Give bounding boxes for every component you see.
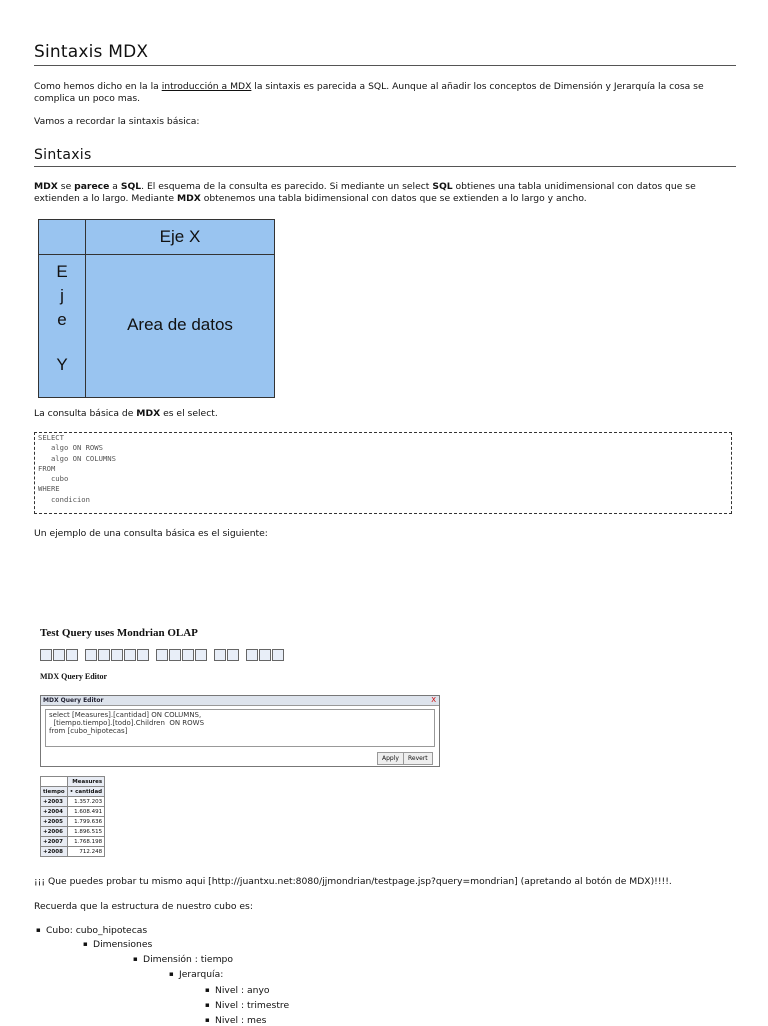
y-axis-letter: j [60,286,64,305]
y-axis-letter: E [56,262,68,281]
tree-item-level: ▪ Nivel : mes [215,1015,266,1026]
bold-mdx: MDX [136,408,161,419]
query-screenshot [40,620,450,865]
section-title: Sintaxis [34,147,736,167]
basic-query-text-end: es el select. [160,408,218,419]
mdx-query-editor [40,695,440,767]
year-cell[interactable]: +2003 [41,797,68,807]
bold-mdx: MDX [176,192,201,204]
table-row [41,817,105,827]
bold-sql: SQL [120,181,142,192]
para-text: a [109,181,121,192]
data-area-label: Area de datos [127,315,233,334]
year-cell[interactable]: +2007 [41,837,68,847]
x-axis-label: Eje X [159,227,201,246]
year-cell[interactable]: +2005 [41,817,68,827]
measures-header: Measures [67,777,104,787]
value-cell: 712.248 [67,847,104,857]
toolbar-icon[interactable] [40,649,52,661]
value-cell: 1.357.203 [67,797,104,807]
result-table [40,776,105,857]
toolbar-icon[interactable] [182,649,194,661]
tree-item-dimensions: ▪ Dimensiones [93,939,152,950]
value-cell: 1.608.491 [67,807,104,817]
column-header: • cantidad [67,787,104,797]
table-row [41,777,105,787]
query-textarea[interactable]: select [Measures].[cantidad] ON COLUMNS, [tiempo.tiempo].[todo].Children ON ROWS from [cubo_hipotecas] [45,709,435,747]
code-block: SELECT algo ON ROWS algo ON COLUMNS FROM cubo WHERE condicion [34,432,732,514]
editor-heading: MDX Query Editor [40,672,108,681]
para-text: . El esquema de la consulta es parecido. Si mediante un select [141,181,433,192]
value-cell: 1.768.198 [67,837,104,847]
tree-item-hierarchy: ▪ Jerarquía: [179,969,223,980]
table-row [41,847,105,857]
toolbar-icon[interactable] [137,649,149,661]
bold-sql: SQL [432,181,453,192]
toolbar-icon[interactable] [195,649,207,661]
close-icon[interactable]: X [431,696,436,704]
para-text: obtenemos una tabla bidimensional con datos que se extienden a lo largo y ancho. [200,192,587,204]
excel-icon[interactable] [272,649,284,661]
recall-paragraph: Vamos a recordar la sintaxis básica: [34,116,200,127]
axes-diagram [38,219,275,398]
toolbar-icon[interactable] [53,649,65,661]
toolbar-icon[interactable] [124,649,136,661]
table-row [41,807,105,817]
toolbar-icon[interactable] [66,649,78,661]
chart-icon[interactable] [214,649,226,661]
basic-query-text: La consulta básica de [34,408,137,419]
row-header: tiempo [41,787,68,797]
table-cell [41,777,68,787]
apply-button[interactable]: Apply [377,752,404,765]
table-row [41,827,105,837]
example-paragraph: Un ejemplo de una consulta básica es el siguiente: [34,528,268,539]
toolbar-icon[interactable] [98,649,110,661]
print-icon[interactable] [246,649,258,661]
intro-text: Como hemos dicho en la la [34,81,162,92]
year-cell[interactable]: +2004 [41,807,68,817]
y-axis-letter: Y [56,355,68,374]
toolbar-icon[interactable] [111,649,123,661]
page-title: Sintaxis MDX [34,42,736,66]
value-cell: 1.896.515 [67,827,104,837]
tree-item-dimension: ▪ Dimensión : tiempo [143,954,233,965]
tree-item-cube: ▪ Cubo: cubo_hipotecas [46,925,147,936]
basic-query-paragraph [34,408,736,420]
para-text: obtienes una tabla unidimensional con datos que se extienden a lo largo. Mediante [34,181,696,204]
table-row [41,837,105,847]
pdf-icon[interactable] [259,649,271,661]
table-row [41,787,105,797]
toolbar-icon[interactable] [169,649,181,661]
value-cell: 1.799.636 [67,817,104,827]
chart-icon[interactable] [227,649,239,661]
toolbar-icon[interactable] [85,649,97,661]
tree-item-level: ▪ Nivel : trimestre [215,1000,289,1011]
try-paragraph: ¡¡¡ Que puedes probar tu mismo aqui [http://juantxu.net:8080/jjmondrian/testpage.jsp?query=mondrian] (apretando al botón de MDX)!!!!. [34,876,672,887]
year-cell[interactable]: +2008 [41,847,68,857]
syntax-paragraph [34,181,736,204]
remember-paragraph: Recuerda que la estructura de nuestro cubo es: [34,901,253,912]
screenshot-title: Test Query uses Mondrian OLAP [40,627,198,639]
intro-paragraph [34,81,736,104]
bold-parece: parece [74,181,110,192]
y-axis-letter: e [57,310,67,329]
table-row [41,797,105,807]
bold-mdx: MDX [34,181,58,192]
year-cell[interactable]: +2006 [41,827,68,837]
para-text: se [57,181,75,192]
revert-button[interactable]: Revert [403,752,433,765]
editor-title: MDX Query Editor [41,696,439,706]
intro-link[interactable]: introducción a MDX [161,81,252,92]
tree-item-level: ▪ Nivel : anyo [215,985,270,996]
intro-text-end: la sintaxis es parecida a SQL. Aunque al añadir los conceptos de Dimensión y Jerarquía la cosa se complica un poco mas. [34,81,704,104]
toolbar-icon[interactable] [156,649,168,661]
screenshot-toolbar [40,649,285,661]
